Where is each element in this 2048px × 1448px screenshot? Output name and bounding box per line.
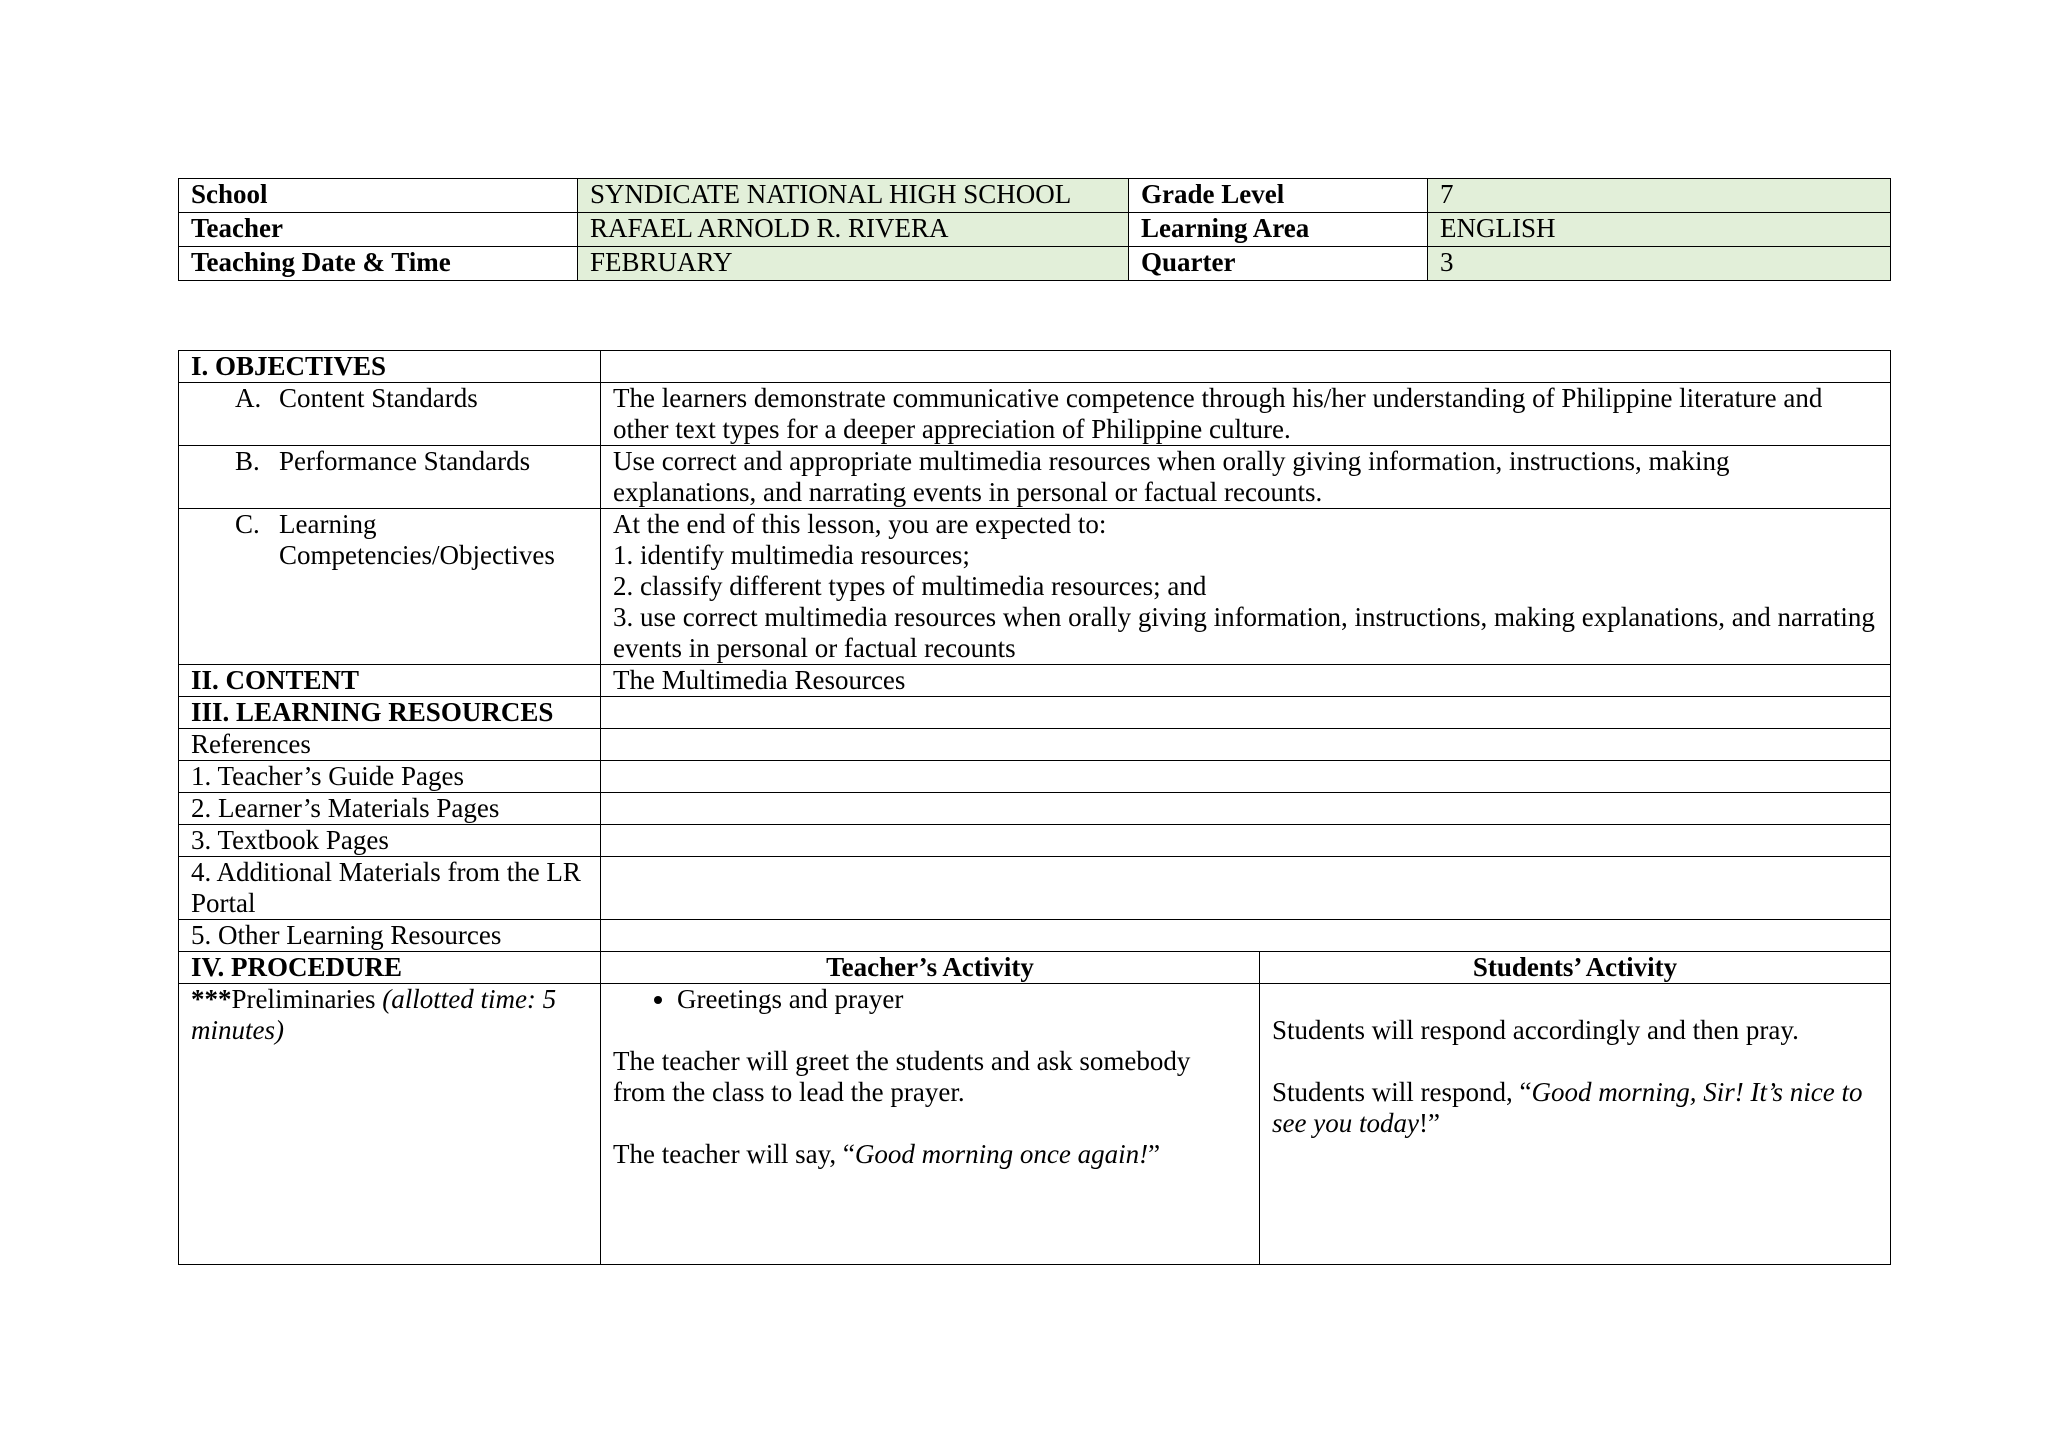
resource-label: 4. Additional Materials from the LR Portal xyxy=(179,857,601,920)
preliminaries-title: Preliminaries xyxy=(231,984,383,1014)
empty-cell xyxy=(601,793,1891,825)
header-row-teacher xyxy=(179,213,1891,247)
content-standards-title: Content Standards xyxy=(279,383,478,413)
quarter-label: Quarter xyxy=(1129,247,1428,281)
teaching-date-label: Teaching Date & Time xyxy=(179,247,578,281)
performance-standards-text: Use correct and appropriate multimedia resources when orally giving information, instructions, making explanations, and narrating events in personal or factual recounts. xyxy=(601,446,1891,509)
empty-cell xyxy=(601,351,1891,383)
teacher-activity-text: The teacher will greet the students and ask somebody from the class to lead the prayer. xyxy=(613,1046,1191,1107)
performance-standards-row xyxy=(179,446,1891,509)
resource-row xyxy=(179,857,1891,920)
resource-row xyxy=(179,920,1891,952)
allotted-time: (allotted time: 5 minutes) xyxy=(191,984,557,1045)
competency-item: 3. use correct multimedia resources when orally giving information, instructions, making explanations, and narrating events in personal or factual recounts xyxy=(613,602,1875,663)
activity-bullet-list xyxy=(613,984,1247,1015)
performance-standards-letter: B. xyxy=(235,446,260,476)
grade-level-label: Grade Level xyxy=(1129,179,1428,213)
teacher-value: RAFAEL ARNOLD R. RIVERA xyxy=(578,213,1129,247)
empty-cell xyxy=(601,857,1891,920)
content-standards-letter: A. xyxy=(235,383,262,413)
quarter-value: 3 xyxy=(1428,247,1891,281)
quote-suffix: !” xyxy=(1418,1108,1440,1138)
quote-prefix: The teacher will say, “ xyxy=(613,1139,855,1169)
competencies-label xyxy=(179,509,601,665)
resource-label: 2. Learner’s Materials Pages xyxy=(179,793,601,825)
empty-cell xyxy=(601,697,1891,729)
objectives-heading-row xyxy=(179,351,1891,383)
performance-standards-label xyxy=(179,446,601,509)
empty-cell xyxy=(601,825,1891,857)
resource-label: 5. Other Learning Resources xyxy=(179,920,601,952)
empty-cell xyxy=(601,729,1891,761)
resource-row xyxy=(179,825,1891,857)
procedure-heading-row xyxy=(179,952,1891,984)
resource-label: References xyxy=(179,729,601,761)
quote-text: Good morning, Sir! It’s nice to see you today xyxy=(1272,1077,1863,1138)
preliminaries-row xyxy=(179,984,1891,1265)
empty-cell xyxy=(601,761,1891,793)
resource-row xyxy=(179,761,1891,793)
header-info-table xyxy=(178,178,1891,281)
content-row xyxy=(179,665,1891,697)
resource-label: 3. Textbook Pages xyxy=(179,825,601,857)
lesson-plan-table xyxy=(178,350,1891,1265)
competencies-row xyxy=(179,509,1891,665)
learning-area-label: Learning Area xyxy=(1129,213,1428,247)
teaching-date-value: FEBRUARY xyxy=(578,247,1129,281)
students-activity-quote xyxy=(1272,1077,1878,1139)
resources-heading-row xyxy=(179,697,1891,729)
competencies-letter: C. xyxy=(235,509,260,539)
procedure-heading: IV. PROCEDURE xyxy=(179,952,601,984)
quote-prefix: Students will respond, “ xyxy=(1272,1077,1532,1107)
resources-heading: III. LEARNING RESOURCES xyxy=(179,697,601,729)
preliminaries-label xyxy=(179,984,601,1265)
school-value: SYNDICATE NATIONAL HIGH SCHOOL xyxy=(578,179,1129,213)
competencies-title-1: Learning xyxy=(279,509,377,539)
students-activity-text: Students will respond accordingly and then pray. xyxy=(1272,1015,1799,1045)
performance-standards-title: Performance Standards xyxy=(279,446,531,476)
teacher-activity-cell xyxy=(601,984,1260,1265)
competencies-intro: At the end of this lesson, you are expected to: xyxy=(613,509,1107,539)
competencies-text xyxy=(601,509,1891,665)
competency-item: 2. classify different types of multimedia resources; and xyxy=(613,571,1207,601)
empty-cell xyxy=(601,920,1891,952)
header-row-date xyxy=(179,247,1891,281)
grade-level-value: 7 xyxy=(1428,179,1891,213)
teacher-label: Teacher xyxy=(179,213,578,247)
quote-suffix: ” xyxy=(1148,1139,1161,1169)
content-standards-row xyxy=(179,383,1891,446)
quote-text: Good morning once again! xyxy=(854,1139,1149,1169)
header-row-school xyxy=(179,179,1891,213)
resource-row xyxy=(179,729,1891,761)
competencies-title-2: Competencies/Objectives xyxy=(279,540,555,570)
learning-area-value: ENGLISH xyxy=(1428,213,1891,247)
resource-label: 1. Teacher’s Guide Pages xyxy=(179,761,601,793)
objectives-heading: I. OBJECTIVES xyxy=(179,351,601,383)
students-activity-header: Students’ Activity xyxy=(1260,952,1891,984)
competency-item: 1. identify multimedia resources; xyxy=(613,540,970,570)
content-heading: II. CONTENT xyxy=(179,665,601,697)
content-standards-label xyxy=(179,383,601,446)
students-activity-cell xyxy=(1260,984,1891,1265)
bullet-item: • Greetings and prayer xyxy=(677,984,1247,1015)
resource-row xyxy=(179,793,1891,825)
content-standards-text: The learners demonstrate communicative competence through his/her understanding of Philippine literature and other text types for a deeper appreciation of Philippine culture. xyxy=(601,383,1891,446)
teacher-activity-header: Teacher’s Activity xyxy=(601,952,1260,984)
teacher-activity-quote xyxy=(613,1139,1247,1170)
preliminaries-stars: *** xyxy=(191,984,232,1014)
school-label: School xyxy=(179,179,578,213)
content-value: The Multimedia Resources xyxy=(601,665,1891,697)
